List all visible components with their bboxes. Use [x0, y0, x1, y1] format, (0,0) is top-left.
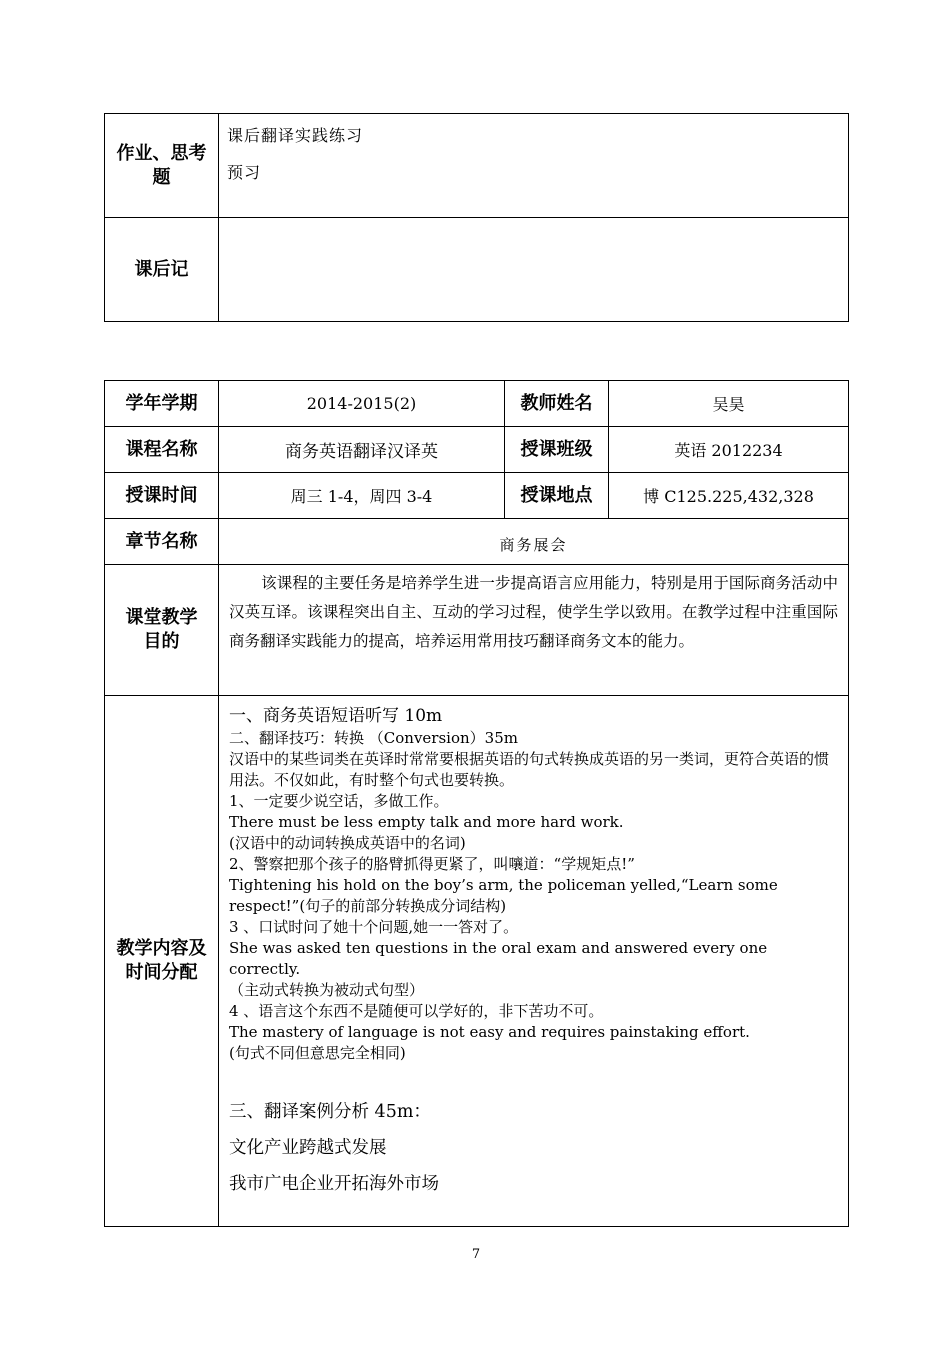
content-cell	[219, 696, 849, 1227]
example-cn: 1、一定要少说空话，多做工作。	[229, 792, 449, 810]
example-en: The mastery of language is not easy and requires painstaking effort.	[229, 1023, 750, 1041]
notes-label: 课后记	[105, 218, 219, 322]
example-note: (汉语中的动词转换成英语中的名词)	[229, 834, 466, 852]
notes-cell	[219, 218, 849, 322]
example-note: （主动式转换为被动式句型）	[229, 981, 425, 999]
course-label: 课程名称	[105, 427, 219, 473]
spacer	[229, 1064, 840, 1094]
example-note: (句式不同但意思完全相同)	[229, 1044, 406, 1062]
objective-label-text: 课堂教学目的	[125, 607, 198, 652]
chapter-label: 章节名称	[105, 519, 219, 565]
notes-row	[105, 218, 849, 322]
term-label: 学年学期	[105, 381, 219, 427]
location-label: 授课地点	[505, 473, 609, 519]
term-row	[105, 381, 849, 427]
course-value: 商务英语翻译汉译英	[219, 427, 505, 473]
teacher-label: 教师姓名	[505, 381, 609, 427]
chapter-row	[105, 519, 849, 565]
content-body	[219, 696, 848, 1226]
objective-paragraph	[219, 565, 848, 656]
time-label: 授课时间	[105, 473, 219, 519]
case-title: 我市广电企业开拓海外市场	[229, 1174, 439, 1194]
homework-table	[104, 113, 849, 322]
homework-label	[105, 114, 219, 218]
example-en: She was asked ten questions in the oral exam and answered every one correctly.	[229, 939, 768, 978]
homework-row	[105, 114, 849, 218]
homework-cell	[219, 114, 849, 218]
case-title: 文化产业跨越式发展	[229, 1138, 387, 1158]
example-cn: 4 、语言这个东西不是随便可以学好的，非下苦功不可。	[229, 1002, 604, 1020]
objective-cell	[219, 565, 849, 696]
class-label: 授课班级	[505, 427, 609, 473]
homework-item: 预习	[227, 163, 262, 182]
class-value: 英语 2012234	[609, 427, 849, 473]
example-cn: 2、警察把那个孩子的胳臂抓得更紧了，叫嚷道：“学规矩点!”	[229, 855, 635, 873]
homework-label-text: 作业、思考题	[116, 142, 207, 188]
page-number: 7	[471, 1247, 481, 1262]
section-heading: 二、翻译技巧：转换 （Conversion）35m	[229, 729, 518, 747]
example-en: There must be less empty talk and more hard work.	[229, 813, 624, 831]
course-info-table	[104, 380, 849, 1227]
intro-text: 汉语中的某些词类在英译时常常要根据英语的句式转换成英语的另一类词，更符合英语的惯用法。不仅如此，有时整个句式也要转换。	[229, 750, 830, 789]
objective-label	[105, 565, 219, 696]
location-value: 博 C125.225,432,328	[609, 473, 849, 519]
example-cn: 3 、口试时问了她十个问题,她一一答对了。	[229, 918, 519, 936]
example-en: Tightening his hold on the boy’s arm, the policeman yelled,“Learn some respect!”(句子的前部分转换成分词结构)	[229, 876, 778, 915]
objective-text: 该课程的主要任务是培养学生进一步提高语言应用能力，特别是用于国际商务活动中汉英互译。该课程突出自主、互动的学习过程，使学生学以致用。在教学过程中注重国际商务翻译实践能力的提高，培养运用常用技巧翻译商务文本的能力。	[229, 574, 838, 650]
content-label	[105, 696, 219, 1227]
section-heading: 三、翻译案例分析 45m：	[229, 1102, 431, 1122]
content-label-text: 教学内容及时间分配	[116, 938, 207, 983]
chapter-value: 商务展会	[219, 519, 849, 565]
content-row	[105, 696, 849, 1227]
objective-row	[105, 565, 849, 696]
time-value: 周三 1-4，周四 3-4	[219, 473, 505, 519]
term-value: 2014-2015(2)	[219, 381, 505, 427]
teacher-value: 吴昊	[609, 381, 849, 427]
section-heading: 一、商务英语短语听写 10m	[229, 706, 443, 726]
homework-item: 课后翻译实践练习	[227, 126, 364, 145]
time-row	[105, 473, 849, 519]
course-row	[105, 427, 849, 473]
